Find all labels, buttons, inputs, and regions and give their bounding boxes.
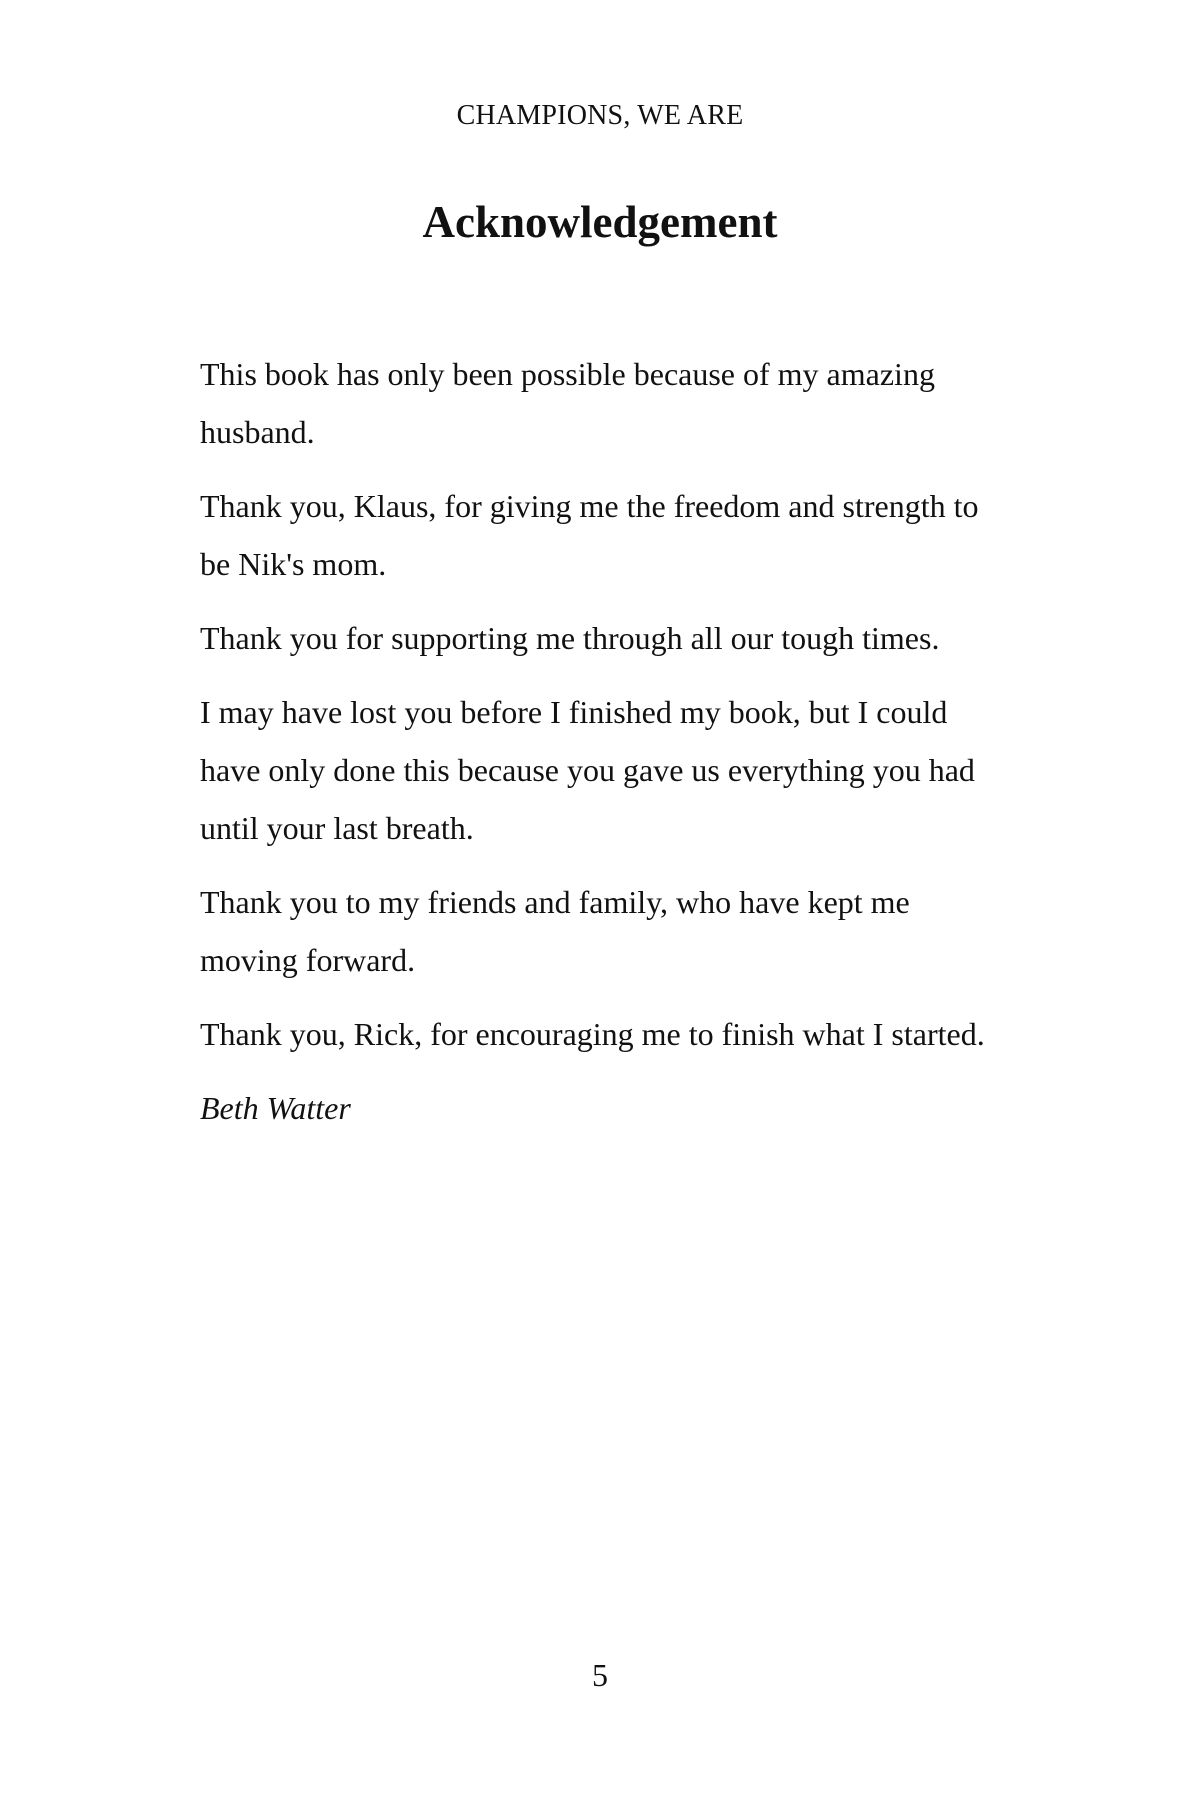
running-header: CHAMPIONS, WE ARE xyxy=(456,100,744,131)
author-signature: Beth Watter xyxy=(200,1090,351,1126)
paragraph: Thank you, Klaus, for giving me the freedom and strength to be Nik's mom. xyxy=(200,488,979,582)
paragraph: This book has only been possible because of my amazing husband. xyxy=(200,356,935,450)
paragraph: Thank you to my friends and family, who have kept me moving forward. xyxy=(200,884,910,978)
paragraph: I may have lost you before I finished my book, but I could have only done this because you gave us everything you had until your last breath. xyxy=(200,694,975,846)
paragraph: Thank you for supporting me through all our tough times. xyxy=(200,620,940,656)
acknowledgement-body xyxy=(200,345,990,1153)
page-number: 5 xyxy=(592,1657,608,1693)
paragraph: Thank you, Rick, for encouraging me to finish what I started. xyxy=(200,1016,985,1052)
chapter-title: Acknowledgement xyxy=(422,197,778,247)
